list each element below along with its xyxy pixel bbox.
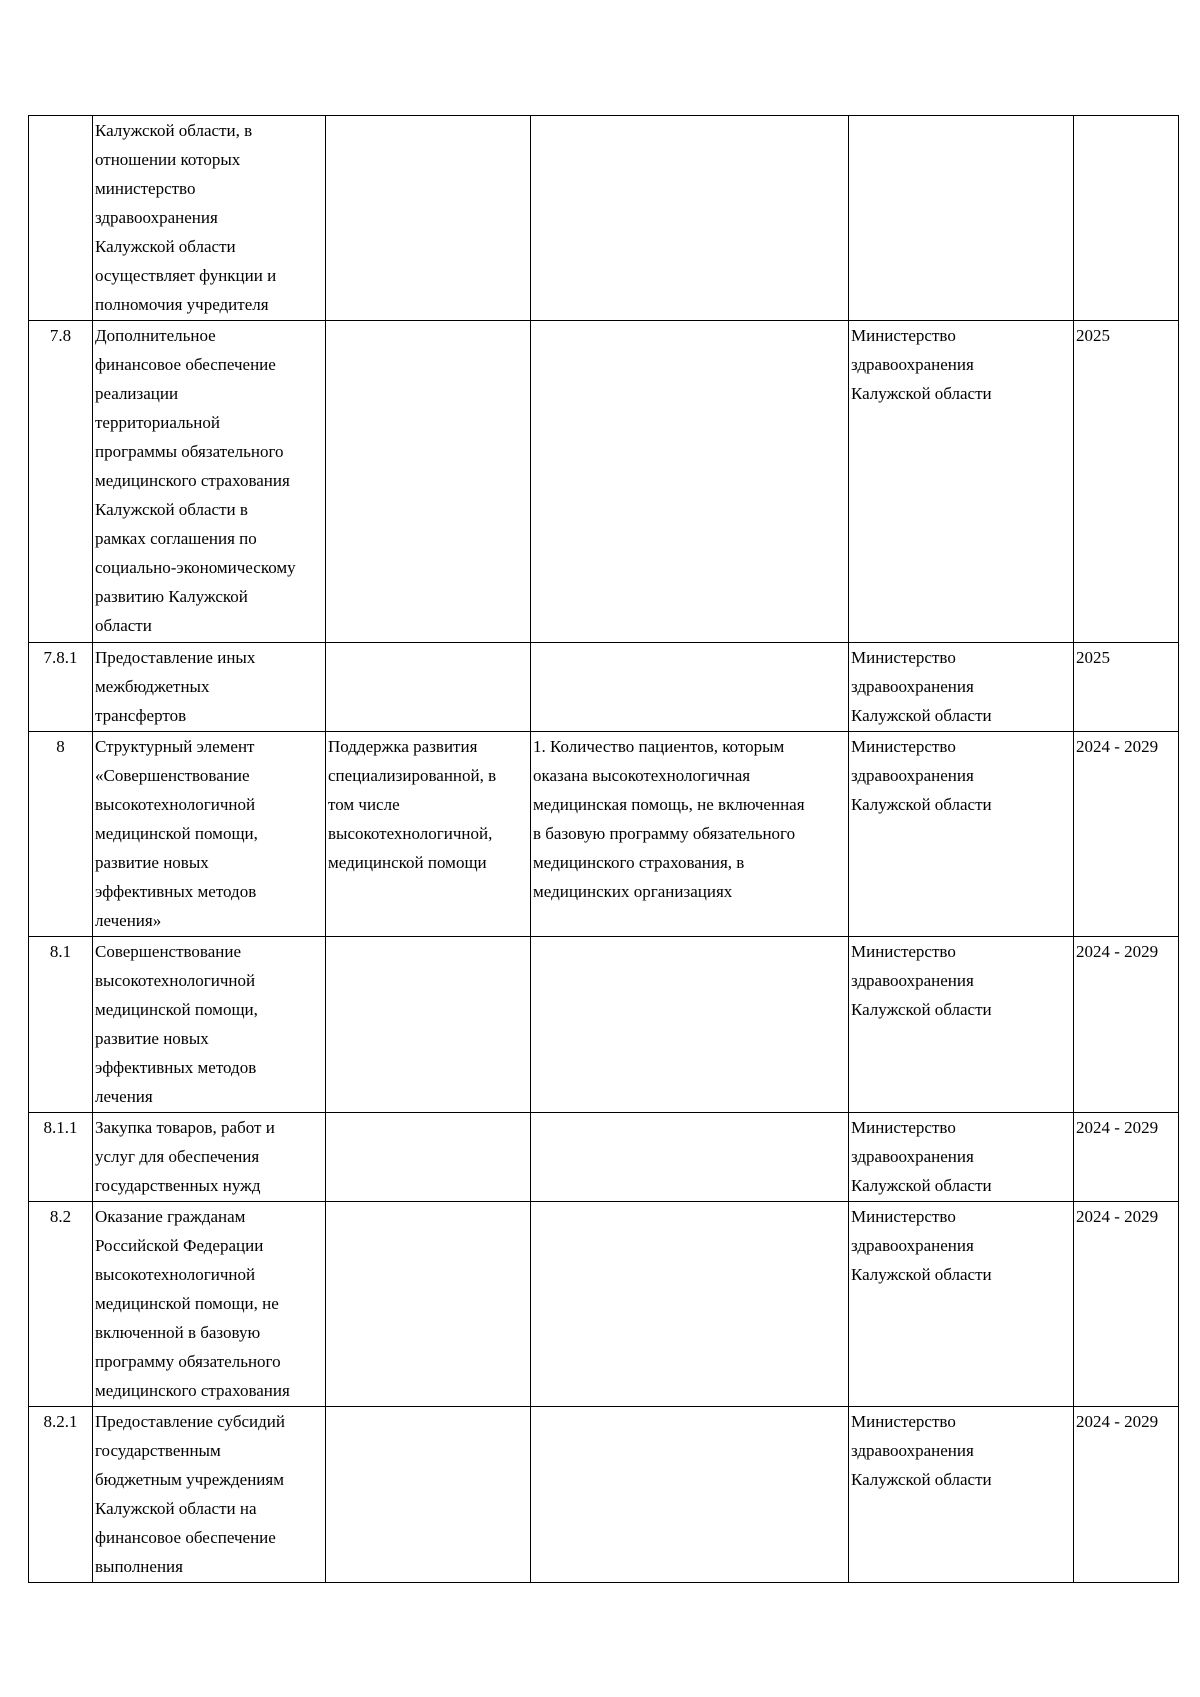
- measure-indicator: [531, 1113, 849, 1202]
- measure-indicator: [531, 116, 849, 321]
- row-number: 7.8.1: [29, 643, 93, 732]
- row-number: [29, 116, 93, 321]
- measure-task: [326, 1407, 531, 1583]
- measure-period: 2024 - 2029: [1074, 732, 1179, 937]
- table-row: [29, 1113, 1179, 1202]
- measure-task: [326, 1202, 531, 1407]
- measure-period: 2025: [1074, 321, 1179, 643]
- measure-name: Совершенствование высокотехнологичной медицинской помощи, развитие новых эффективных методов лечения: [93, 937, 326, 1113]
- measure-name: Предоставление субсидий государственным бюджетным учреждениям Калужской области на финансовое обеспечение выполнения: [93, 1407, 326, 1583]
- measure-indicator: [531, 1202, 849, 1407]
- measure-responsible: [849, 116, 1074, 321]
- row-number: 8: [29, 732, 93, 937]
- table-row: [29, 1202, 1179, 1407]
- measure-task: Поддержка развития специализированной, в том числе высокотехнологичной, медицинской помощи: [326, 732, 531, 937]
- measure-task: [326, 643, 531, 732]
- table-row: [29, 116, 1179, 321]
- table-row: [29, 732, 1179, 937]
- measure-indicator: [531, 643, 849, 732]
- measure-name: Предоставление иных межбюджетных трансфертов: [93, 643, 326, 732]
- row-number: 8.1: [29, 937, 93, 1113]
- measure-period: 2024 - 2029: [1074, 1113, 1179, 1202]
- row-number: 8.1.1: [29, 1113, 93, 1202]
- row-number: 8.2: [29, 1202, 93, 1407]
- table-row: [29, 937, 1179, 1113]
- measure-indicator: [531, 1407, 849, 1583]
- measure-name: Дополнительное финансовое обеспечение реализации территориальной программы обязательного медицинского страхования Калужской области в рамках соглашения по социально-экономическому развитию Калужской области: [93, 321, 326, 643]
- measure-period: 2025: [1074, 643, 1179, 732]
- measure-task: [326, 1113, 531, 1202]
- measure-responsible: Министерство здравоохранения Калужской области: [849, 643, 1074, 732]
- measure-period: 2024 - 2029: [1074, 1407, 1179, 1583]
- measure-task: [326, 937, 531, 1113]
- measures-table: [28, 115, 1179, 1583]
- table-row: [29, 321, 1179, 643]
- table-row: [29, 1407, 1179, 1583]
- measure-responsible: Министерство здравоохранения Калужской области: [849, 321, 1074, 643]
- measure-period: 2024 - 2029: [1074, 1202, 1179, 1407]
- row-number: 8.2.1: [29, 1407, 93, 1583]
- measure-indicator: 1. Количество пациентов, которым оказана высокотехнологичная медицинская помощь, не включенная в базовую программу обязательного медицинского страхования, в медицинских организациях: [531, 732, 849, 937]
- measure-name: Закупка товаров, работ и услуг для обеспечения государственных нужд: [93, 1113, 326, 1202]
- measure-indicator: [531, 937, 849, 1113]
- measure-responsible: Министерство здравоохранения Калужской области: [849, 1407, 1074, 1583]
- measure-name: Структурный элемент «Совершенствование высокотехнологичной медицинской помощи, развитие новых эффективных методов лечения»: [93, 732, 326, 937]
- measure-task: [326, 321, 531, 643]
- measure-responsible: Министерство здравоохранения Калужской области: [849, 937, 1074, 1113]
- measure-period: [1074, 116, 1179, 321]
- measure-responsible: Министерство здравоохранения Калужской области: [849, 1202, 1074, 1407]
- measure-indicator: [531, 321, 849, 643]
- row-number: 7.8: [29, 321, 93, 643]
- table-row: [29, 643, 1179, 732]
- measure-name: Калужской области, в отношении которых министерство здравоохранения Калужской области осуществляет функции и полномочия учредителя: [93, 116, 326, 321]
- measure-responsible: Министерство здравоохранения Калужской области: [849, 1113, 1074, 1202]
- measure-name: Оказание гражданам Российской Федерации высокотехнологичной медицинской помощи, не включенной в базовую программу обязательного медицинского страхования: [93, 1202, 326, 1407]
- measure-task: [326, 116, 531, 321]
- measure-period: 2024 - 2029: [1074, 937, 1179, 1113]
- measure-responsible: Министерство здравоохранения Калужской области: [849, 732, 1074, 937]
